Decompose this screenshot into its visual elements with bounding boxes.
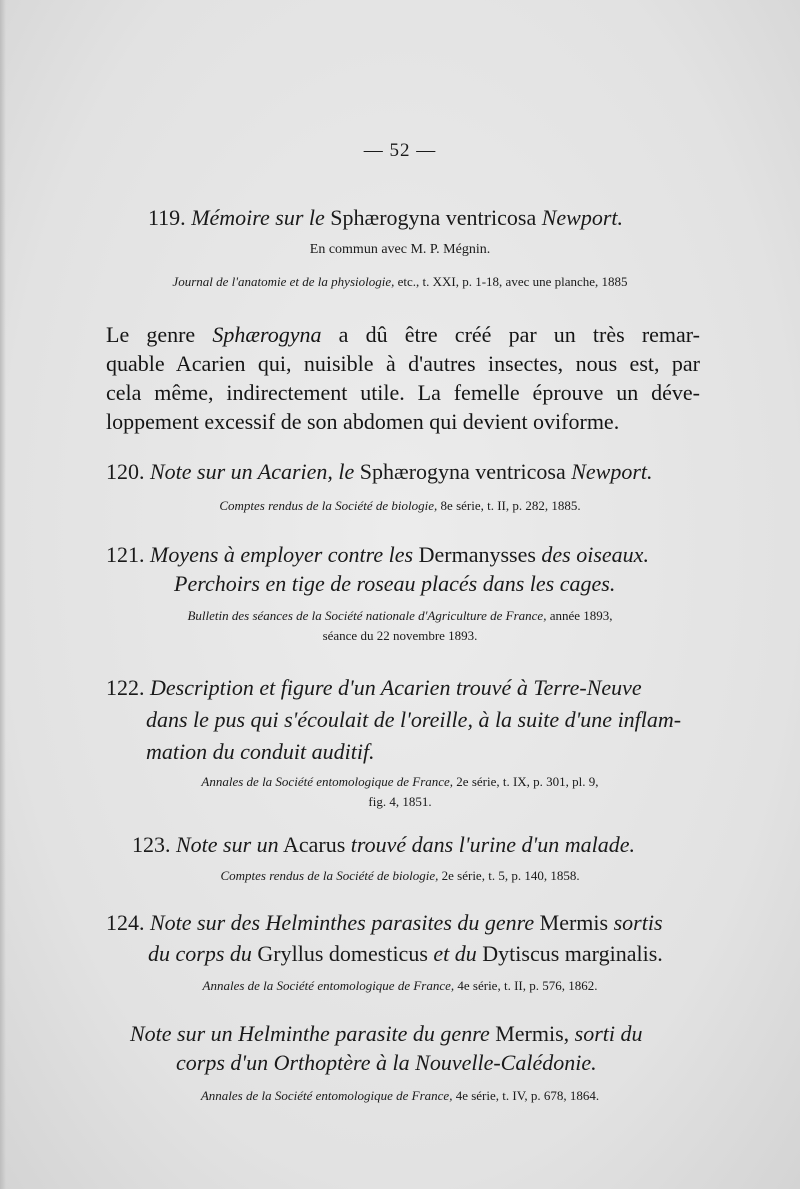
- journal-name: Comptes rendus de la Société de biologie,: [219, 498, 438, 513]
- entry-number: 122.: [106, 675, 145, 700]
- entry-119-abstract: [106, 320, 700, 436]
- genus-name: Mermis,: [495, 1021, 570, 1046]
- entry-125-source: [0, 1086, 800, 1106]
- entry-119-coauthor: En commun avec M. P. Mégnin.: [309, 242, 491, 257]
- citation-detail: 2e série, t. IX, p. 301, pl. 9,: [456, 774, 599, 789]
- genus-name: Sphærogyna: [212, 322, 322, 347]
- entry-number: 120.: [106, 459, 145, 484]
- title-text: mation du conduit auditif.: [146, 739, 375, 764]
- abstract-line-4: loppement excessif de son abdomen qui devient oviforme.: [106, 409, 620, 434]
- title-text: Mémoire sur le: [191, 205, 325, 230]
- entry-124-title-line-1: [106, 907, 663, 938]
- species-name: Gryllus domesticus: [257, 941, 428, 966]
- page-edge-shadow: [0, 0, 6, 1189]
- entry-122-title-line-3: [146, 736, 375, 767]
- title-text: trouvé dans l'urine d'un malade.: [350, 832, 635, 857]
- entry-121-title-line-2: [174, 568, 615, 599]
- entry-122-source: [0, 772, 800, 812]
- species-name: Dytiscus marginalis.: [482, 941, 663, 966]
- title-text: dans le pus qui s'écoulait de l'oreille, à la suite d'une inflam-: [146, 707, 682, 732]
- author-name: Newport.: [571, 459, 653, 484]
- title-text: Perchoirs en tige de roseau placés dans les cages.: [174, 571, 616, 596]
- journal-name: Bulletin des séances de la Société nationale d'Agriculture de France,: [187, 608, 547, 623]
- entry-122-title-line-1: [106, 672, 642, 703]
- entry-124-source: [0, 976, 800, 996]
- abstract-text: Le genre: [106, 322, 196, 347]
- entry-121-title-line-1: [106, 539, 649, 570]
- citation-detail: 4e série, t. II, p. 576, 1862.: [457, 978, 598, 993]
- page-number: — 52 —: [363, 140, 437, 161]
- citation-detail: fig. 4, 1851.: [368, 794, 432, 809]
- species-name: Sphærogyna ventricosa: [330, 205, 537, 230]
- species-name: Sphærogyna ventricosa: [359, 459, 566, 484]
- citation-detail: séance du 22 novembre 1893.: [322, 628, 478, 643]
- title-text: Note sur un Helminthe parasite du genre: [130, 1021, 490, 1046]
- citation-detail: année 1893,: [549, 608, 613, 623]
- entry-number: 123.: [132, 832, 171, 857]
- entry-120-source: [0, 496, 800, 516]
- title-text: sorti du: [574, 1021, 643, 1046]
- citation-detail: etc., t. XXI, p. 1-18, avec une planche, 1885: [397, 274, 628, 289]
- abstract-line-1: [106, 320, 700, 349]
- title-text: et du: [433, 941, 477, 966]
- entry-122-title-line-2: [146, 704, 681, 735]
- journal-name: Comptes rendus de la Société de biologie,: [220, 868, 439, 883]
- journal-name: Annales de la Société entomologique de France,: [200, 1088, 453, 1103]
- entry-number: 121.: [106, 542, 145, 567]
- entry-120-title: [106, 456, 653, 487]
- title-text: Note sur un Acarien, le: [150, 459, 355, 484]
- genus-name: Mermis: [539, 910, 609, 935]
- title-text: Note sur des Helminthes parasites du genre: [150, 910, 535, 935]
- title-text: du corps du: [148, 941, 252, 966]
- title-text: Description et figure d'un Acarien trouvé à Terre-Neuve: [150, 675, 642, 700]
- entry-125-title-line-2: [176, 1047, 597, 1078]
- entry-121-source: [0, 606, 800, 646]
- citation-detail: 4e série, t. IV, p. 678, 1864.: [455, 1088, 600, 1103]
- entry-119-source: [0, 272, 800, 292]
- title-text: Note sur un: [176, 832, 279, 857]
- abstract-line-3: cela même, indirectement utile. La femelle éprouve un déve-: [106, 380, 700, 405]
- citation-detail: 2e série, t. 5, p. 140, 1858.: [441, 868, 580, 883]
- citation-detail: 8e série, t. II, p. 282, 1885.: [440, 498, 581, 513]
- title-text: des oiseaux.: [541, 542, 649, 567]
- entry-123-source: [0, 866, 800, 886]
- title-text: corps d'un Orthoptère à la Nouvelle-Calédonie.: [176, 1050, 597, 1075]
- journal-name: Annales de la Société entomologique de France,: [201, 774, 454, 789]
- entry-number: 119.: [148, 205, 186, 230]
- abstract-text: a dû être créé par un très remar-: [338, 322, 701, 347]
- entry-125-title-line-1: [130, 1018, 643, 1049]
- genus-name: Acarus: [282, 832, 346, 857]
- author-name: Newport.: [541, 205, 623, 230]
- title-text: sortis: [613, 910, 663, 935]
- entry-124-title-line-2: [148, 938, 663, 969]
- entry-number: 124.: [106, 910, 145, 935]
- journal-name: Annales de la Société entomologique de France,: [202, 978, 455, 993]
- journal-name: Journal de l'anatomie et de la physiologie,: [172, 274, 395, 289]
- title-text: Moyens à employer contre les: [150, 542, 414, 567]
- abstract-line-2: quable Acarien qui, nuisible à d'autres insectes, nous est, par: [106, 351, 700, 376]
- genus-name: Dermanysses: [418, 542, 536, 567]
- entry-119-title: [148, 202, 623, 233]
- entry-123-title: [132, 829, 635, 860]
